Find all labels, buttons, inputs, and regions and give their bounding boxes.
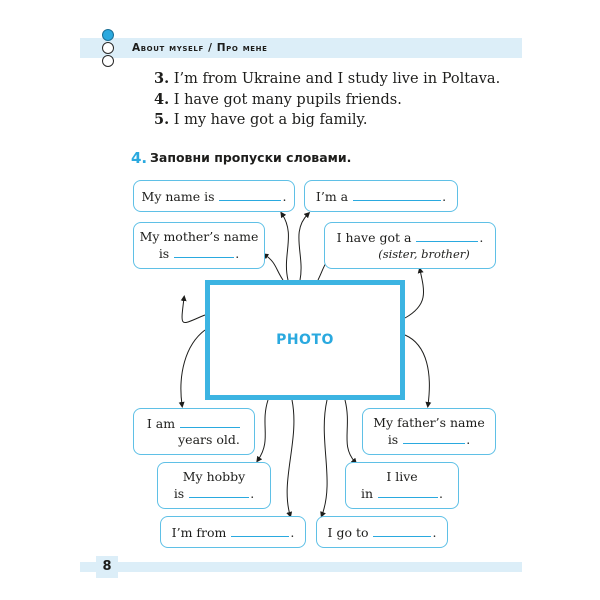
box-hobby — [157, 462, 271, 509]
sentence-number: 4. — [154, 91, 170, 108]
connector-father — [405, 335, 429, 405]
box-text: I go to — [327, 524, 373, 540]
blank-field[interactable] — [180, 415, 240, 428]
box-text: I’m from — [171, 524, 231, 540]
box-text: is — [387, 432, 403, 447]
box-text: . — [235, 246, 240, 261]
blank-field[interactable] — [416, 229, 478, 242]
box-go-to — [316, 516, 448, 548]
box-age — [133, 408, 255, 455]
photo-frame — [205, 280, 405, 400]
connector-mother — [265, 255, 283, 280]
sentence-text: I my have got a big family. — [169, 112, 368, 128]
box-father — [362, 408, 496, 455]
box-text: I am — [146, 416, 180, 431]
blank-field[interactable] — [378, 485, 438, 498]
blank-field[interactable] — [219, 188, 281, 201]
blank-field[interactable] — [353, 188, 441, 201]
box-text: I live — [386, 469, 418, 484]
blank-field[interactable] — [403, 431, 465, 444]
sentence-number: 5. — [154, 111, 170, 128]
box-from — [160, 516, 306, 548]
exercise-instruction: Заповни пропуски словами. — [150, 150, 352, 165]
connector-left-top — [182, 298, 205, 323]
connector-im-a — [299, 214, 308, 280]
blank-field[interactable] — [189, 485, 249, 498]
connector-name — [282, 214, 288, 280]
box-name — [133, 180, 295, 212]
box-text: . — [439, 486, 443, 501]
box-text: years old. — [178, 432, 240, 447]
box-text: in — [360, 486, 378, 501]
box-im-a — [304, 180, 458, 212]
box-text: My father’s name — [373, 415, 485, 430]
blank-field[interactable] — [373, 524, 431, 537]
connector-hobby — [258, 400, 268, 460]
box-text: . — [282, 188, 287, 204]
sentence-text: I have got many pupils friends. — [169, 92, 402, 108]
connector-live — [345, 400, 355, 462]
sentence-number: 3. — [154, 70, 170, 87]
box-text: I have got a — [336, 230, 416, 245]
connector-am — [181, 330, 205, 405]
hint-text: (sister, brother) — [378, 247, 470, 261]
connector-from — [287, 400, 294, 515]
box-text: . — [479, 230, 484, 245]
sentence-text: I’m from Ukraine and I study live in Poltava. — [169, 71, 501, 87]
page-number: 8 — [96, 556, 118, 578]
box-text: . — [432, 524, 437, 540]
blank-field[interactable] — [231, 524, 289, 537]
box-text: My mother’s name — [139, 229, 259, 244]
box-live — [345, 462, 459, 509]
box-text: is — [158, 246, 174, 261]
exercise-number: 4. — [131, 149, 148, 167]
box-text: . — [442, 188, 447, 204]
box-text: I’m a — [315, 188, 353, 204]
section-title: About myself / Про мене — [132, 42, 268, 54]
footer-band — [80, 562, 522, 572]
box-text: is — [173, 486, 189, 501]
connector-goto — [322, 400, 327, 515]
box-text: . — [290, 524, 295, 540]
box-text: . — [466, 432, 471, 447]
box-got — [324, 222, 496, 269]
photo-label: PHOTO — [276, 332, 334, 348]
connector-right-top — [405, 270, 424, 318]
box-text: My name is — [141, 188, 219, 204]
box-text: . — [250, 486, 255, 501]
box-mother — [133, 222, 265, 269]
blank-field[interactable] — [174, 245, 234, 258]
box-text: My hobby — [182, 469, 246, 484]
